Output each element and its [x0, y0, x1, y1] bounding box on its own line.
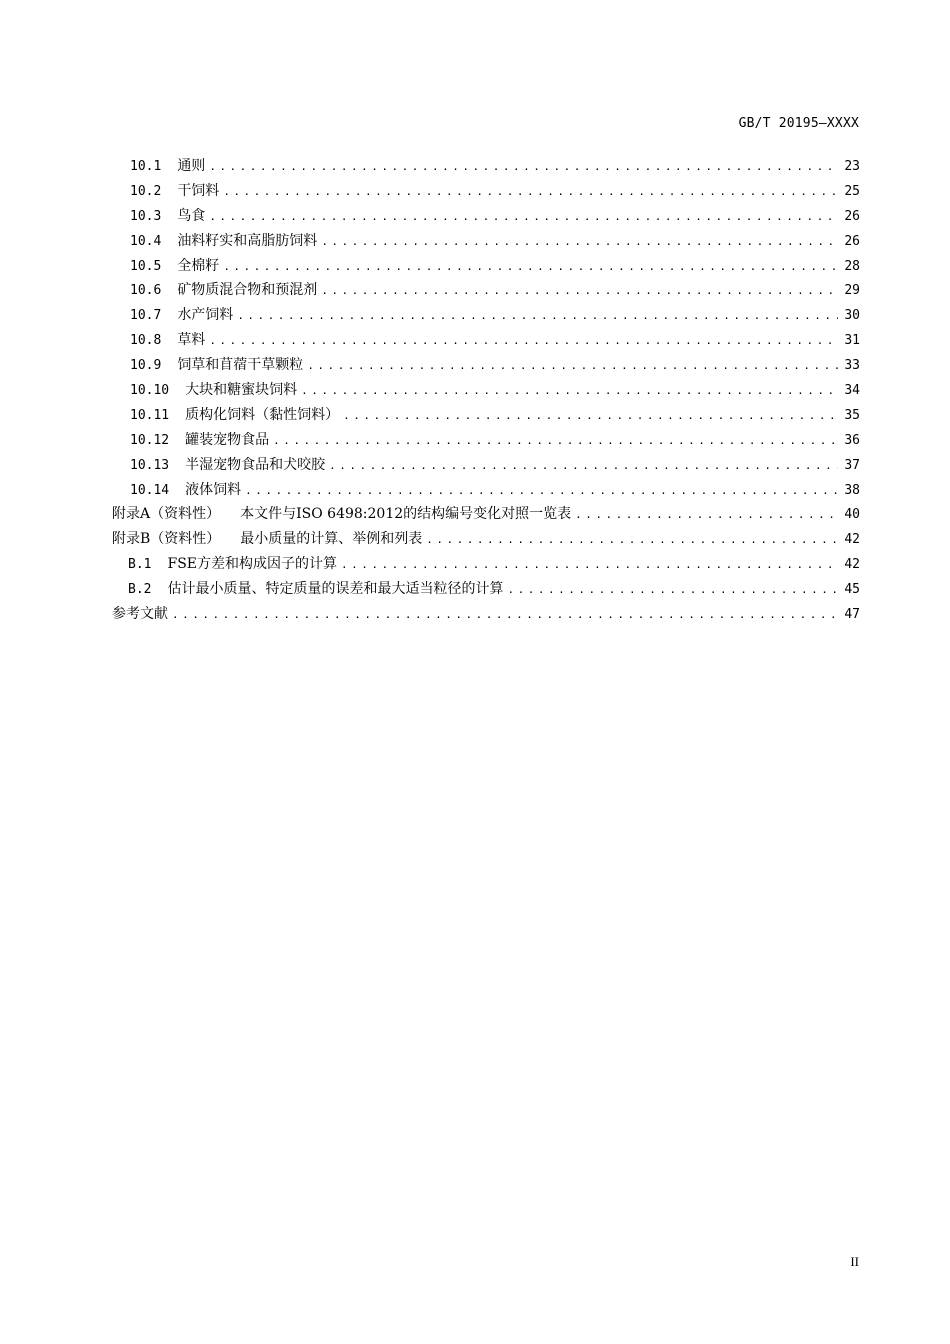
toc-entry-number: 10.10 [130, 383, 170, 399]
toc-entry-title: 参考文献 [112, 606, 168, 623]
toc-entry[interactable] [112, 179, 860, 204]
toc-entry-title: 草料 [177, 332, 206, 349]
toc-entry[interactable] [112, 428, 860, 453]
toc-leader-dots [209, 155, 838, 180]
toc-entry[interactable] [112, 278, 860, 303]
toc-entry[interactable] [112, 478, 860, 503]
toc-leader-dots [321, 279, 838, 304]
toc-entry[interactable] [112, 502, 860, 527]
toc-entry-page: 40 [844, 507, 860, 523]
toc-entry-page: 29 [844, 283, 860, 299]
toc-leader-dots [507, 578, 838, 603]
toc-entry-number: 10.9 [130, 358, 162, 374]
toc-entry-page: 26 [844, 208, 860, 224]
toc-entry[interactable] [112, 602, 860, 627]
toc-entry-page: 45 [844, 582, 860, 598]
toc-entry-page: 35 [844, 407, 860, 423]
toc-entry[interactable] [112, 403, 860, 428]
toc-entry-number: 附录B（资料性） [112, 531, 221, 548]
toc-entry-title: 大块和糖蜜块饲料 [185, 382, 298, 399]
toc-leader-dots [172, 603, 838, 628]
document-code-header: GB/T 20195—XXXX [738, 116, 859, 131]
toc-entry-number: 10.2 [130, 183, 162, 199]
toc-entry-page: 36 [844, 432, 860, 448]
toc-entry-title: 通则 [177, 158, 206, 174]
toc-leader-dots [321, 230, 838, 255]
toc-entry[interactable] [112, 378, 860, 403]
toc-entry-page: 47 [844, 607, 860, 623]
page-number: II [850, 1254, 859, 1269]
toc-leader-dots [223, 180, 838, 205]
toc-entry-title: 矿物质混合物和预混剂 [177, 282, 318, 299]
toc-entry-page: 31 [844, 333, 860, 349]
toc-entry[interactable] [112, 453, 860, 478]
toc-entry[interactable] [112, 229, 860, 254]
toc-entry-page: 38 [844, 482, 860, 498]
toc-entry-page: 37 [844, 457, 860, 473]
toc-entry-number: 10.4 [130, 233, 162, 249]
toc-entry-title: 饲草和苜蓿干草颗粒 [177, 357, 304, 374]
toc-entry-page: 23 [844, 159, 860, 174]
toc-leader-dots [341, 553, 838, 578]
toc-entry-number: B.1 [128, 557, 152, 573]
toc-entry[interactable] [112, 353, 860, 378]
toc-leader-dots [273, 429, 838, 454]
toc-entry-title: 本文件与ISO 6498:2012的结构编号变化对照一览表 [240, 506, 572, 523]
toc-entry-page: 25 [844, 183, 860, 199]
toc-leader-dots [426, 528, 838, 553]
toc-entry-title: FSE方差和构成因子的计算 [167, 556, 338, 573]
toc-leader-dots [301, 379, 838, 404]
toc-entry[interactable] [112, 527, 860, 552]
toc-entry-number: 10.1 [130, 159, 162, 174]
toc-entry-number: B.2 [128, 582, 152, 598]
toc-leader-dots [223, 255, 838, 280]
toc-entry-number: 10.14 [130, 482, 170, 498]
toc-entry-title: 半湿宠物食品和犬咬胶 [185, 456, 326, 473]
toc-entry-page: 30 [844, 308, 860, 324]
toc-entry-number: 10.7 [130, 308, 162, 324]
toc-entry[interactable] [112, 303, 860, 328]
toc-entry-number: 10.11 [130, 407, 170, 423]
table-of-contents [112, 154, 860, 627]
toc-entry[interactable] [112, 204, 860, 229]
toc-entry-title: 最小质量的计算、举例和列表 [240, 531, 423, 548]
toc-entry-title: 估计最小质量、特定质量的误差和最大适当粒径的计算 [167, 581, 504, 598]
toc-leader-dots [575, 503, 838, 528]
toc-entry[interactable] [112, 577, 860, 602]
toc-leader-dots [307, 354, 838, 379]
toc-leader-dots [343, 404, 838, 429]
toc-entry-page: 42 [844, 532, 860, 548]
toc-entry-number: 10.8 [130, 333, 162, 349]
toc-entry-page: 33 [844, 358, 860, 374]
toc-entry-title: 干饲料 [177, 182, 220, 199]
toc-entry-title: 罐装宠物食品 [185, 431, 270, 448]
toc-leader-dots [237, 304, 838, 329]
toc-entry[interactable] [112, 254, 860, 279]
toc-entry[interactable] [112, 154, 860, 179]
toc-entry-number: 10.3 [130, 208, 162, 224]
toc-entry-number: 10.6 [130, 283, 162, 299]
toc-entry-title: 水产饲料 [177, 307, 234, 324]
toc-entry-title: 全棉籽 [177, 257, 220, 274]
toc-entry-number: 10.5 [130, 258, 162, 274]
toc-entry[interactable] [112, 328, 860, 353]
toc-leader-dots [329, 454, 838, 479]
toc-leader-dots [245, 479, 838, 504]
toc-entry-page: 34 [844, 383, 860, 399]
toc-entry-number: 10.12 [130, 432, 170, 448]
toc-entry[interactable] [112, 552, 860, 577]
toc-entry-number: 附录A（资料性） [112, 506, 221, 523]
toc-leader-dots [209, 329, 838, 354]
toc-entry-page: 28 [844, 258, 860, 274]
toc-entry-title: 质构化饲料（黏性饲料） [185, 406, 340, 423]
toc-entry-page: 26 [844, 233, 860, 249]
toc-entry-page: 42 [844, 557, 860, 573]
toc-leader-dots [209, 205, 838, 230]
toc-entry-title: 液体饲料 [185, 481, 242, 498]
toc-entry-number: 10.13 [130, 457, 170, 473]
toc-entry-title: 油料籽实和高脂肪饲料 [177, 232, 318, 249]
toc-entry-title: 鸟食 [177, 207, 206, 224]
